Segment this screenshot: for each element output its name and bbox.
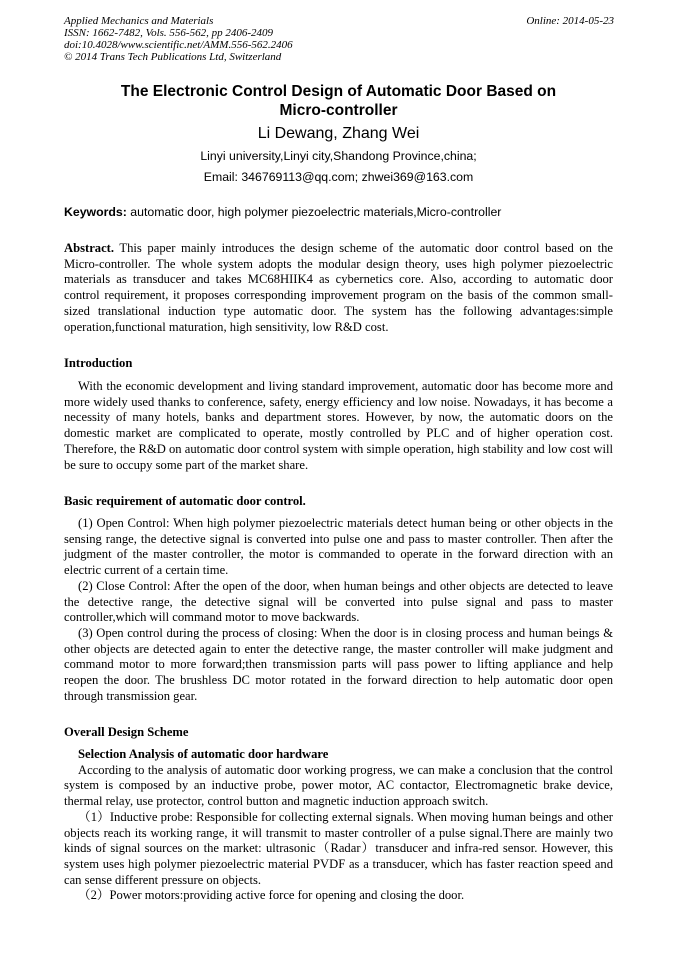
- paragraph: According to the analysis of automatic door working progress, we can make a conclusion that the control system is composed by an inductive probe, power motor, AC contactor, Electromagnetic brake device, thermal relay, use protector, control button and magnetic induction approach switch.: [64, 762, 613, 809]
- subsection-heading: Selection Analysis of automatic door hardware: [78, 747, 329, 761]
- authors: Li Dewang, Zhang Wei: [257, 125, 420, 142]
- keywords-text: automatic door, high polymer piezoelectric materials,Micro-controller: [126, 205, 502, 219]
- paragraph: （1）Inductive probe: Responsible for collecting external signals. When moving human beings and other objects reach its working range, it will transmit to master controller of a pulse signal.There are mainly two kinds of signal sources on the market: ultrasonic（Radar）transducer and infra-red sensor. However, this system uses high polymer piezoelectric material PVDF as a transducer, which has faster reaction speed and can sense different pressure on objects.: [64, 809, 613, 887]
- affiliation: Linyi university,Linyi city,Shandong Province,china;: [200, 149, 477, 163]
- abstract: [64, 241, 613, 335]
- paragraph: (1) Open Control: When high polymer piezoelectric materials detect human being or other objects in the sensing range, the detective signal is converted into pulse one and pass to master controller. Then after the judgment of the master controller, the motor is commanded to operate in the forward direction with an electric current of a certain time.: [64, 516, 613, 578]
- online-date: Online: 2014-05-23: [526, 15, 614, 27]
- paragraph: With the economic development and living standard improvement, automatic door has become more and more widely used thanks to conference, safety, energy efficiency and low noise. Nowadays, it has become a necessity of many hotels, banks and department stores. However, by now, the automatic doors on the domestic market are complicated to operate, mostly controlled by PLC and of higher operation cost. Therefore, the R&D on automatic door control system with simple operation, high stability and low cost will be sure to occupy some part of the market share.: [64, 379, 613, 472]
- paragraph: (2) Close Control: After the open of the door, when human beings and other objects are detected to leave the detective range, the detective signal will be converted into pulse signal and pass to master controller,which will command motor to move backwards.: [64, 578, 613, 625]
- section-heading: Introduction: [64, 356, 133, 370]
- title-line: Micro-controller: [279, 102, 398, 119]
- abstract-label: Abstract.: [64, 241, 115, 255]
- basic-section: [64, 516, 613, 704]
- paragraph: (3) Open control during the process of closing: When the door is in closing process and human beings & other objects are detected again to enter the detective range, the master controller will make judgment and command motor to more forward;then transmission parts will pass power to lifting appliance and help reopen the door. The brushless DC motor rotated in the forward direction to help automatic door open through transmission gear.: [64, 625, 613, 703]
- issn-line: ISSN: 1662-7482, Vols. 556-562, pp 2406-2409: [64, 27, 273, 39]
- section-heading: Basic requirement of automatic door control.: [64, 494, 306, 508]
- email: Email: 346769113@qq.com; zhwei369@163.com: [203, 170, 474, 184]
- paragraph: （2）Power motors:providing active force for opening and closing the door.: [78, 888, 465, 903]
- keywords: [64, 205, 501, 219]
- title-line: The Electronic Control Design of Automatic Door Based on: [120, 83, 557, 100]
- doi-line: doi:10.4028/www.scientific.net/AMM.556-562.2406: [64, 39, 293, 51]
- overall-section: [64, 747, 613, 904]
- journal-name: Applied Mechanics and Materials: [64, 15, 214, 27]
- intro-section: [64, 379, 613, 473]
- section-heading: Overall Design Scheme: [64, 725, 189, 739]
- abstract-text: This paper mainly introduces the design scheme of the automatic door control based on the Micro-controller. The whole system adopts the modular design theory, uses high polymer piezoelectric materials as transducer and takes MC68HIIK4 as cybernetics core. Also, according to automatic door control requirement, it proposes corresponding improvement program on the basis of the common small-sized translational induction type automatic door. The system has the following advantages:simple operation,functional maturation, high sensitivity, low R&D cost.: [64, 241, 613, 334]
- keywords-label: Keywords:: [64, 205, 127, 219]
- paper-title: [64, 82, 613, 120]
- copyright-line: © 2014 Trans Tech Publications Ltd, Switzerland: [64, 51, 282, 63]
